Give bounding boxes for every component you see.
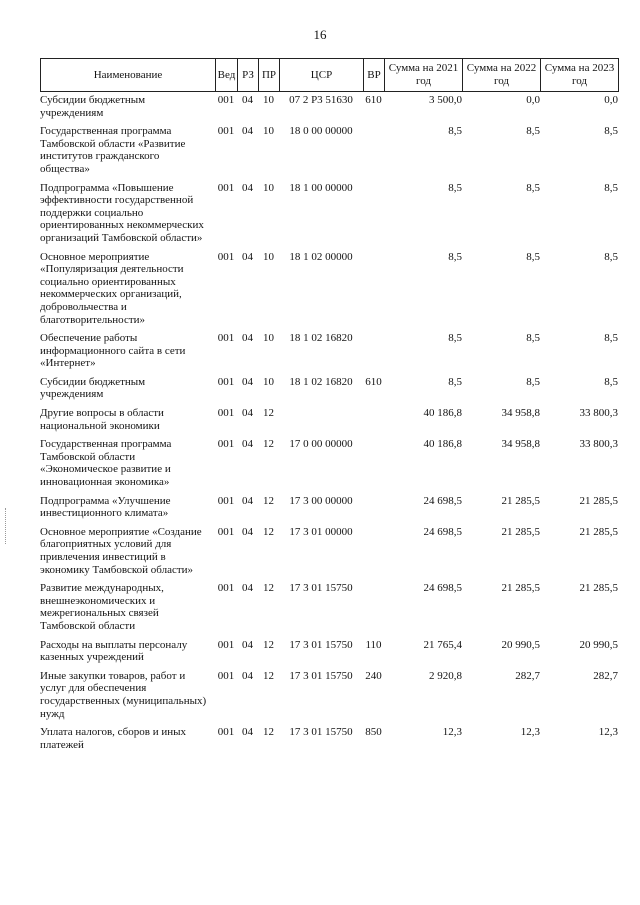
row-sum-2023: 282,7: [593, 669, 618, 682]
table-row: [40, 376, 618, 407]
row-rz: 04: [242, 181, 253, 194]
row-sum-2021: 12,3: [442, 726, 462, 739]
row-name: Подпрограмма «Повышение эффективности государственной поддержки социально ориентированных некоммерческих организаций Тамбовской области»: [40, 181, 204, 244]
row-sum-2022: 282,7: [515, 669, 540, 682]
row-pr: 12: [263, 407, 274, 420]
row-ved: 001: [217, 125, 235, 138]
row-rz: 04: [242, 494, 253, 507]
row-csr: 18 1 02 16820: [289, 332, 353, 345]
row-vr: 240: [365, 669, 382, 682]
row-rz: 04: [242, 438, 253, 451]
table-row: [40, 251, 618, 333]
row-vr: [363, 526, 384, 582]
row-sum-2023: 20 990,5: [579, 638, 618, 651]
row-csr: 07 2 Р3 51630: [289, 94, 353, 106]
row-sum-2022: 20 990,5: [501, 638, 540, 651]
row-vr: 610: [365, 375, 382, 388]
scan-artifact: [5, 508, 10, 544]
row-sum-2021: 24 698,5: [423, 582, 462, 595]
row-name: Иные закупки товаров, работ и услуг для обеспечения государственных (муниципальных) нужд: [40, 669, 207, 720]
row-ved: 001: [217, 525, 235, 538]
row-rz: 04: [242, 375, 253, 388]
row-sum-2021: 8,5: [448, 125, 462, 138]
row-pr: 12: [263, 494, 274, 507]
header-sum-2022: Сумма на 2022 год: [463, 59, 541, 92]
row-csr: [279, 407, 363, 438]
row-sum-2021: 8,5: [448, 181, 462, 194]
row-sum-2022: 8,5: [526, 375, 540, 388]
row-rz: 04: [242, 332, 253, 345]
row-rz: 04: [242, 250, 253, 263]
row-csr: 17 3 01 00000: [289, 525, 353, 538]
row-sum-2023: 8,5: [604, 250, 618, 263]
table-row: [40, 526, 618, 582]
table-row: [40, 332, 618, 376]
row-sum-2023: 12,3: [598, 726, 618, 739]
row-sum-2021: 8,5: [448, 332, 462, 345]
row-name: Другие вопросы в области национальной экономики: [40, 407, 164, 432]
row-sum-2022: 12,3: [520, 726, 540, 739]
row-sum-2022: 34 958,8: [501, 438, 540, 451]
table-row: [40, 438, 618, 494]
row-sum-2021: 3 500,0: [429, 94, 462, 106]
row-sum-2022: 34 958,8: [501, 407, 540, 420]
row-name: Развитие международных, внешнеэкономических и межрегиональных связей Тамбовской области: [40, 582, 164, 632]
row-sum-2023: 33 800,3: [579, 438, 618, 451]
row-ved: 001: [217, 375, 235, 388]
row-sum-2023: 8,5: [604, 375, 618, 388]
table-row: [40, 726, 618, 757]
row-vr: [363, 182, 384, 251]
header-vr: ВР: [364, 59, 385, 92]
row-csr: 17 3 01 15750: [289, 669, 353, 682]
row-sum-2022: 21 285,5: [501, 525, 540, 538]
row-name: Государственная программа Тамбовской области «Развитие институтов гражданского общества»: [40, 125, 186, 175]
row-ved: 001: [217, 726, 235, 739]
row-sum-2021: 8,5: [448, 250, 462, 263]
header-rz: РЗ: [238, 59, 259, 92]
row-pr: 10: [263, 332, 274, 345]
row-vr: [363, 251, 384, 333]
row-ved: 001: [217, 332, 235, 345]
table-row: [40, 582, 618, 638]
row-sum-2021: 24 698,5: [423, 525, 462, 538]
row-ved: 001: [217, 407, 235, 420]
row-ved: 001: [217, 582, 235, 595]
row-csr: 17 3 00 00000: [289, 494, 353, 507]
row-ved: 001: [217, 494, 235, 507]
header-sum-2021: Сумма на 2021 год: [385, 59, 463, 92]
row-name: Подпрограмма «Улучшение инвестиционного климата»: [40, 494, 171, 520]
row-name: Субсидии бюджетным учреждениям: [40, 94, 146, 119]
row-pr: 12: [263, 669, 274, 682]
row-sum-2023: 21 285,5: [579, 494, 618, 507]
table-header: [40, 58, 619, 92]
row-sum-2021: 21 765,4: [423, 638, 462, 651]
row-rz: 04: [242, 94, 253, 106]
row-pr: 12: [263, 726, 274, 739]
row-sum-2022: 8,5: [526, 181, 540, 194]
row-pr: 10: [263, 181, 274, 194]
row-sum-2022: 21 285,5: [501, 582, 540, 595]
row-vr: [363, 495, 384, 526]
row-rz: 04: [242, 726, 253, 739]
row-sum-2022: 21 285,5: [501, 494, 540, 507]
row-ved: 001: [217, 181, 235, 194]
row-sum-2022: 8,5: [526, 125, 540, 138]
row-ved: 001: [217, 438, 235, 451]
row-vr: 110: [365, 638, 382, 651]
table-row: [40, 407, 618, 438]
row-sum-2023: 21 285,5: [579, 525, 618, 538]
row-sum-2021: 24 698,5: [423, 494, 462, 507]
row-vr: [363, 438, 384, 494]
row-pr: 10: [263, 94, 274, 106]
table-row: [40, 495, 618, 526]
row-sum-2021: 40 186,8: [423, 407, 462, 420]
row-rz: 04: [242, 638, 253, 651]
row-vr: [363, 407, 384, 438]
row-sum-2023: 8,5: [604, 125, 618, 138]
row-sum-2023: 8,5: [604, 332, 618, 345]
row-vr: 610: [365, 94, 382, 106]
row-csr: 17 3 01 15750: [289, 726, 353, 739]
table-row: [40, 94, 618, 125]
page-number: 16: [313, 27, 327, 42]
row-sum-2022: 8,5: [526, 332, 540, 345]
header-pr: ПР: [259, 59, 280, 92]
row-sum-2021: 8,5: [448, 375, 462, 388]
row-vr: [363, 332, 384, 376]
table-row: [40, 125, 618, 181]
row-name: Основное мероприятие «Создание благоприятных условий для привлечения инвестиций в экономику Тамбовской области»: [40, 525, 202, 576]
row-name: Основное мероприятие «Популяризация деятельности социально ориентированных некоммерческих организаций, добровольчества и благотворительности»: [40, 250, 184, 326]
header-ved: Вед: [216, 59, 238, 92]
row-csr: 17 0 00 00000: [289, 438, 353, 451]
budget-table-body: [40, 94, 618, 757]
row-csr: 18 1 02 00000: [289, 250, 353, 263]
row-name: Расходы на выплаты персоналу казенных учреждений: [40, 638, 188, 664]
row-pr: 10: [263, 125, 274, 138]
row-pr: 12: [263, 582, 274, 595]
row-name: Обеспечение работы информационного сайта в сети «Интернет»: [40, 332, 186, 370]
row-sum-2021: 2 920,8: [429, 669, 462, 682]
header-name: Наименование: [41, 59, 216, 92]
row-rz: 04: [242, 669, 253, 682]
row-pr: 10: [263, 375, 274, 388]
row-pr: 10: [263, 250, 274, 263]
row-rz: 04: [242, 525, 253, 538]
row-sum-2021: 40 186,8: [423, 438, 462, 451]
row-sum-2022: 0,0: [526, 94, 540, 106]
header-csr: ЦСР: [280, 59, 364, 92]
row-sum-2023: 21 285,5: [579, 582, 618, 595]
row-pr: 12: [263, 638, 274, 651]
table-row: [40, 182, 618, 251]
row-pr: 12: [263, 525, 274, 538]
row-sum-2023: 8,5: [604, 181, 618, 194]
row-csr: 18 1 02 16820: [289, 375, 353, 388]
row-sum-2023: 33 800,3: [579, 407, 618, 420]
row-ved: 001: [217, 250, 235, 263]
row-pr: 12: [263, 438, 274, 451]
row-sum-2022: 8,5: [526, 250, 540, 263]
row-rz: 04: [242, 407, 253, 420]
row-csr: 18 0 00 00000: [289, 125, 353, 138]
row-ved: 001: [217, 669, 235, 682]
row-ved: 001: [217, 638, 235, 651]
row-ved: 001: [217, 94, 235, 106]
table-row: [40, 639, 618, 670]
row-vr: [363, 125, 384, 181]
row-sum-2023: 0,0: [604, 94, 618, 106]
row-csr: 17 3 01 15750: [289, 582, 353, 595]
row-rz: 04: [242, 125, 253, 138]
row-name: Уплата налогов, сборов и иных платежей: [40, 726, 187, 751]
row-vr: 850: [365, 726, 382, 739]
header-sum-2023: Сумма на 2023 год: [541, 59, 619, 92]
row-csr: 17 3 01 15750: [289, 638, 353, 651]
table-row: [40, 670, 618, 726]
row-csr: 18 1 00 00000: [289, 181, 353, 194]
row-name: Субсидии бюджетным учреждениям: [40, 375, 146, 401]
row-name: Государственная программа Тамбовской области «Экономическое развитие и инновационная экономика»: [40, 438, 172, 489]
row-rz: 04: [242, 582, 253, 595]
row-vr: [363, 582, 384, 638]
